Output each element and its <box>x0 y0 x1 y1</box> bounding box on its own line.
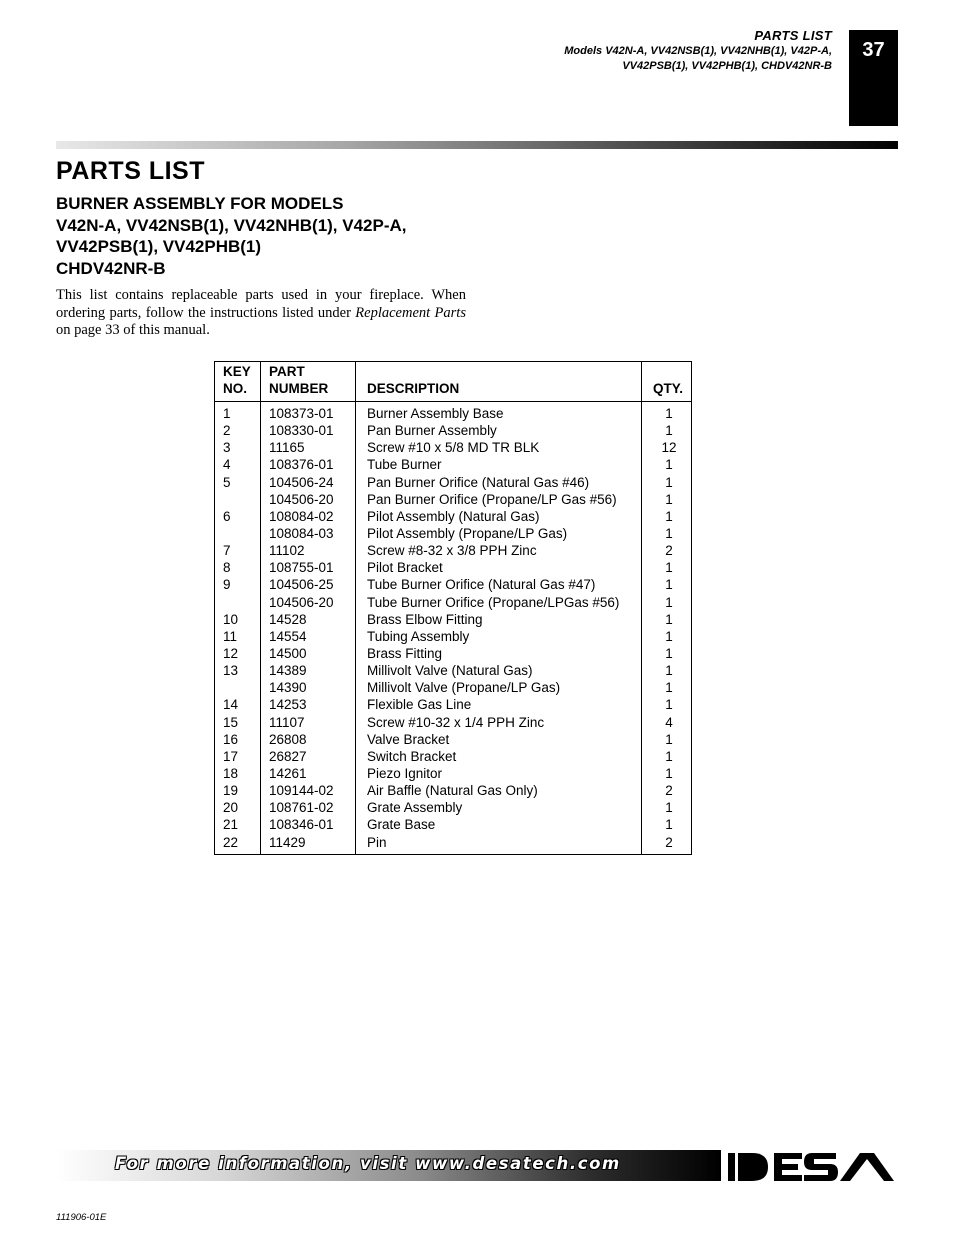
row-qty: 1 <box>665 525 673 541</box>
row-qty: 1 <box>665 628 673 644</box>
qty-column <box>641 405 697 851</box>
row-qty: 1 <box>665 748 673 764</box>
row-key-no: 5 <box>223 474 231 490</box>
row-key-no <box>223 594 238 611</box>
row-key-no: 14 <box>223 697 239 713</box>
row-qty: 1 <box>665 423 673 439</box>
header-qty: QTY. <box>653 381 684 396</box>
row-part-number: 14389 <box>269 663 307 679</box>
row-part-number: 108084-03 <box>269 525 334 541</box>
row-qty: 1 <box>665 765 673 781</box>
intro-paragraph <box>56 287 466 340</box>
header-key-line1: KEY <box>223 364 251 379</box>
row-qty: 1 <box>665 663 673 679</box>
row-qty: 1 <box>665 577 673 593</box>
row-key-no: 15 <box>223 714 239 730</box>
row-description: Brass Elbow Fitting <box>367 611 483 627</box>
row-description: Air Baffle (Natural Gas Only) <box>367 783 538 799</box>
header-models-line2: VV42PSB(1), VV42PHB(1), CHDV42NR-B <box>622 60 832 72</box>
row-key-no: 3 <box>223 440 231 456</box>
row-description: Brass Fitting <box>367 645 443 661</box>
row-part-number: 11429 <box>269 834 306 850</box>
row-key-no: 22 <box>223 834 239 850</box>
row-key-no: 17 <box>223 748 239 764</box>
header-section-title: PARTS LIST <box>754 28 832 43</box>
row-part-number: 108084-02 <box>269 508 334 524</box>
row-description: Piezo Ignitor <box>367 765 443 781</box>
row-description: Grate Assembly <box>367 800 463 816</box>
row-qty: 1 <box>665 594 673 610</box>
subtitle-line: CHDV42NR-B <box>56 258 166 278</box>
row-description: Pilot Assembly (Propane/LP Gas) <box>367 525 568 541</box>
row-part-number: 14390 <box>269 680 307 696</box>
column-divider <box>355 362 356 854</box>
row-part-number: 26808 <box>269 731 307 747</box>
row-description: Valve Bracket <box>367 731 450 747</box>
header-description: DESCRIPTION <box>367 381 460 396</box>
footer-website-text: For more information, visit www.desatech.com <box>115 1154 621 1173</box>
row-qty: 1 <box>665 697 673 713</box>
row-key-no: 11 <box>223 628 238 644</box>
row-description: Grate Base <box>367 817 436 833</box>
row-key-no: 9 <box>223 577 231 593</box>
row-qty: 1 <box>665 491 673 507</box>
row-part-number: 14253 <box>269 697 307 713</box>
row-qty: 1 <box>665 680 673 696</box>
row-part-number: 108761-02 <box>269 800 334 816</box>
intro-italic-reference: Replacement Parts <box>355 304 466 321</box>
row-key-no: 12 <box>223 645 239 661</box>
subtitle-line: VV42PSB(1), VV42PHB(1) <box>56 237 262 256</box>
row-description: Pilot Assembly (Natural Gas) <box>367 508 540 524</box>
row-description: Pan Burner Orifice (Natural Gas #46) <box>367 474 590 490</box>
row-part-number: 11165 <box>269 440 305 456</box>
row-qty: 1 <box>665 817 673 833</box>
part-number-column <box>269 405 334 851</box>
row-qty: 1 <box>665 406 673 421</box>
row-qty: 1 <box>665 474 673 490</box>
row-key-no: 2 <box>223 423 231 439</box>
row-description: Millivolt Valve (Natural Gas) <box>367 663 533 679</box>
header-part-number <box>269 363 328 397</box>
row-part-number: 108346-01 <box>269 817 334 833</box>
row-key-no: 16 <box>223 731 239 747</box>
row-part-number: 26827 <box>269 748 307 764</box>
row-qty: 12 <box>661 440 677 456</box>
row-key-no: 13 <box>223 663 239 679</box>
row-description: Pilot Bracket <box>367 560 443 576</box>
row-key-no: 7 <box>223 543 231 559</box>
row-qty: 1 <box>665 611 673 627</box>
row-qty: 1 <box>665 560 673 576</box>
desa-logo <box>726 1150 898 1184</box>
gradient-rule <box>56 141 898 149</box>
row-qty: 2 <box>665 783 673 799</box>
row-description: Tube Burner Orifice (Natural Gas #47) <box>367 577 596 593</box>
row-description: Tubing Assembly <box>367 628 470 644</box>
row-qty: 4 <box>665 714 673 730</box>
row-part-number: 104506-24 <box>269 474 334 490</box>
row-key-no <box>223 679 238 696</box>
row-part-number: 109144-02 <box>269 783 334 799</box>
header-models <box>564 44 832 74</box>
row-qty: 1 <box>665 508 673 524</box>
row-key-no: 1 <box>223 406 231 421</box>
row-qty: 1 <box>665 731 673 747</box>
row-description: Tube Burner Orifice (Propane/LPGas #56) <box>367 594 620 610</box>
row-description: Flexible Gas Line <box>367 697 472 713</box>
row-description: Pan Burner Assembly <box>367 423 497 439</box>
row-key-no: 18 <box>223 765 239 781</box>
row-key-no: 6 <box>223 508 231 524</box>
page-number-box <box>849 30 898 126</box>
row-part-number: 11107 <box>269 714 305 730</box>
running-header <box>564 28 832 74</box>
key-column <box>223 405 238 851</box>
row-key-no: 20 <box>223 800 239 816</box>
header-key-no <box>223 363 251 397</box>
row-description: Screw #10-32 x 1/4 PPH Zinc <box>367 714 545 730</box>
row-qty: 2 <box>665 543 673 559</box>
row-key-no <box>223 525 238 542</box>
row-part-number: 14500 <box>269 645 307 661</box>
row-part-number: 14261 <box>269 765 307 781</box>
row-part-number: 104506-25 <box>269 577 334 593</box>
row-part-number: 11102 <box>269 543 305 559</box>
row-description: Screw #10 x 5/8 MD TR BLK <box>367 440 540 456</box>
subtitle-line: V42N-A, VV42NSB(1), VV42NHB(1), V42P-A, <box>56 215 407 235</box>
row-qty: 1 <box>665 457 673 473</box>
header-key-line2: NO. <box>223 381 248 396</box>
row-part-number: 104506-20 <box>269 594 334 610</box>
row-part-number: 14528 <box>269 611 307 627</box>
description-column <box>367 405 619 851</box>
intro-text-1: This list contains replaceable parts used in your fireplace. When ordering parts, follow the instructions listed under <box>56 287 466 321</box>
page-title: PARTS LIST <box>56 157 205 185</box>
row-description: Burner Assembly Base <box>367 406 504 421</box>
row-part-number: 108376-01 <box>269 457 334 473</box>
header-divider <box>215 401 691 402</box>
row-key-no: 8 <box>223 560 231 576</box>
row-part-number: 108373-01 <box>269 406 334 421</box>
row-key-no: 10 <box>223 611 239 627</box>
page-number: 37 <box>862 39 885 61</box>
row-key-no <box>223 491 238 508</box>
row-part-number: 104506-20 <box>269 491 334 507</box>
row-description: Screw #8-32 x 3/8 PPH Zinc <box>367 543 537 559</box>
row-description: Pan Burner Orifice (Propane/LP Gas #56) <box>367 491 617 507</box>
section-subtitle <box>56 193 407 279</box>
row-qty: 1 <box>665 800 673 816</box>
row-key-no: 4 <box>223 457 231 473</box>
row-description: Millivolt Valve (Propane/LP Gas) <box>367 680 561 696</box>
row-key-no: 19 <box>223 783 239 799</box>
row-part-number: 108330-01 <box>269 423 334 439</box>
column-divider <box>260 362 261 854</box>
subtitle-line: BURNER ASSEMBLY FOR MODELS <box>56 194 344 213</box>
intro-text-2: on page 33 of this manual. <box>56 322 210 339</box>
row-part-number: 108755-01 <box>269 560 334 576</box>
header-part-line1: PART <box>269 364 305 379</box>
row-key-no: 21 <box>223 817 239 833</box>
header-part-line2: NUMBER <box>269 381 329 396</box>
row-qty: 1 <box>665 645 673 661</box>
row-part-number: 14554 <box>269 628 307 644</box>
row-description: Pin <box>367 834 387 850</box>
header-models-line1: Models V42N-A, VV42NSB(1), VV42NHB(1), V42P-A, <box>564 45 832 57</box>
row-description: Tube Burner <box>367 457 442 473</box>
row-description: Switch Bracket <box>367 748 457 764</box>
parts-table <box>214 361 692 855</box>
document-code: 111906-01E <box>56 1212 107 1223</box>
row-qty: 2 <box>665 834 673 850</box>
